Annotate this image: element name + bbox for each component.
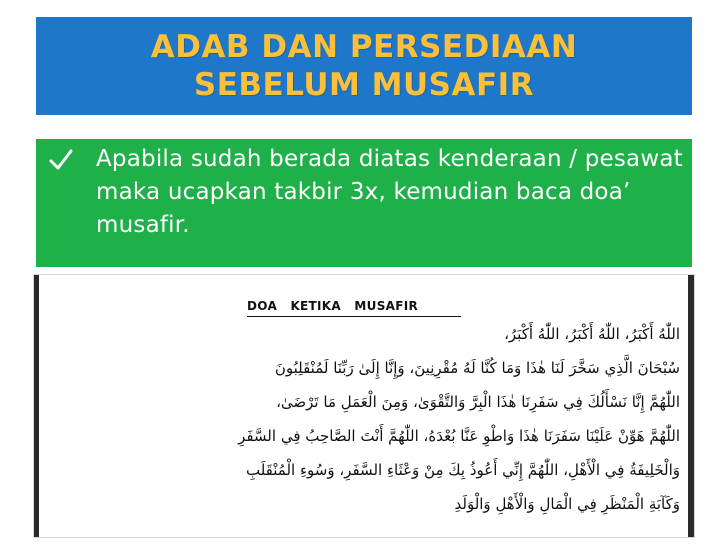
slide-title: ADAB DAN PERSEDIAAN SEBELUM MUSAFIR	[150, 29, 578, 103]
doa-musafir-image	[33, 274, 695, 538]
doa-line: اللّٰهُ أَكْبَرُ، اللّٰهُ أَكْبَرُ، اللّٰهُ أَكْبَرُ،	[504, 325, 680, 343]
doa-line: اللّٰهُمَّ إِنَّا نَسْأَلُكَ فِي سَفَرِنَا هٰذَا الْبِرَّ وَالتَّقْوَىٰ، وَمِنَ الْعَمَلِ مَا تَرْضَىٰ،	[276, 393, 680, 411]
scan-left-edge	[34, 275, 39, 538]
doa-line: اللّٰهُمَّ هَوِّنْ عَلَيْنَا سَفَرَنَا هٰذَا وَاطْوِ عَنَّا بُعْدَهُ، اللّٰهُمَّ أَنْتَ الصَّاحِبُ فِي السَّفَرِ	[238, 427, 680, 445]
title-banner	[36, 17, 692, 115]
bullet-panel	[36, 139, 692, 267]
scan-right-edge	[688, 275, 694, 538]
doa-title: DOA KETIKA MUSAFIR	[247, 299, 419, 313]
bullet-text: Apabila sudah berada diatas kenderaan / pesawat maka ucapkan takbir 3x, kemudian baca doa’ musafir.	[96, 146, 683, 238]
doa-line: سُبْحَانَ الَّذِي سَخَّرَ لَنَا هٰذَا وَمَا كُنَّا لَهُ مُقْرِنِينَ، وَإِنَّا إِلَىٰ رَبِّنَا لَمُنْقَلِبُونَ	[274, 359, 680, 377]
doa-line: وَالْخَلِيفَةُ فِي الْأَهْلِ، اللّٰهُمَّ إِنِّي أَعُوذُ بِكَ مِنْ وَعْثَاءِ السَّفَرِ، وَسُوءِ الْمُنْقَلَبِ	[245, 461, 680, 479]
doa-title-underline	[247, 316, 461, 317]
checkmark-icon	[48, 147, 74, 173]
doa-line: وَكَآبَةِ الْمَنْظَرِ فِي الْمَالِ وَالْأَهْلِ وَالْوَلَدِ	[454, 495, 680, 513]
